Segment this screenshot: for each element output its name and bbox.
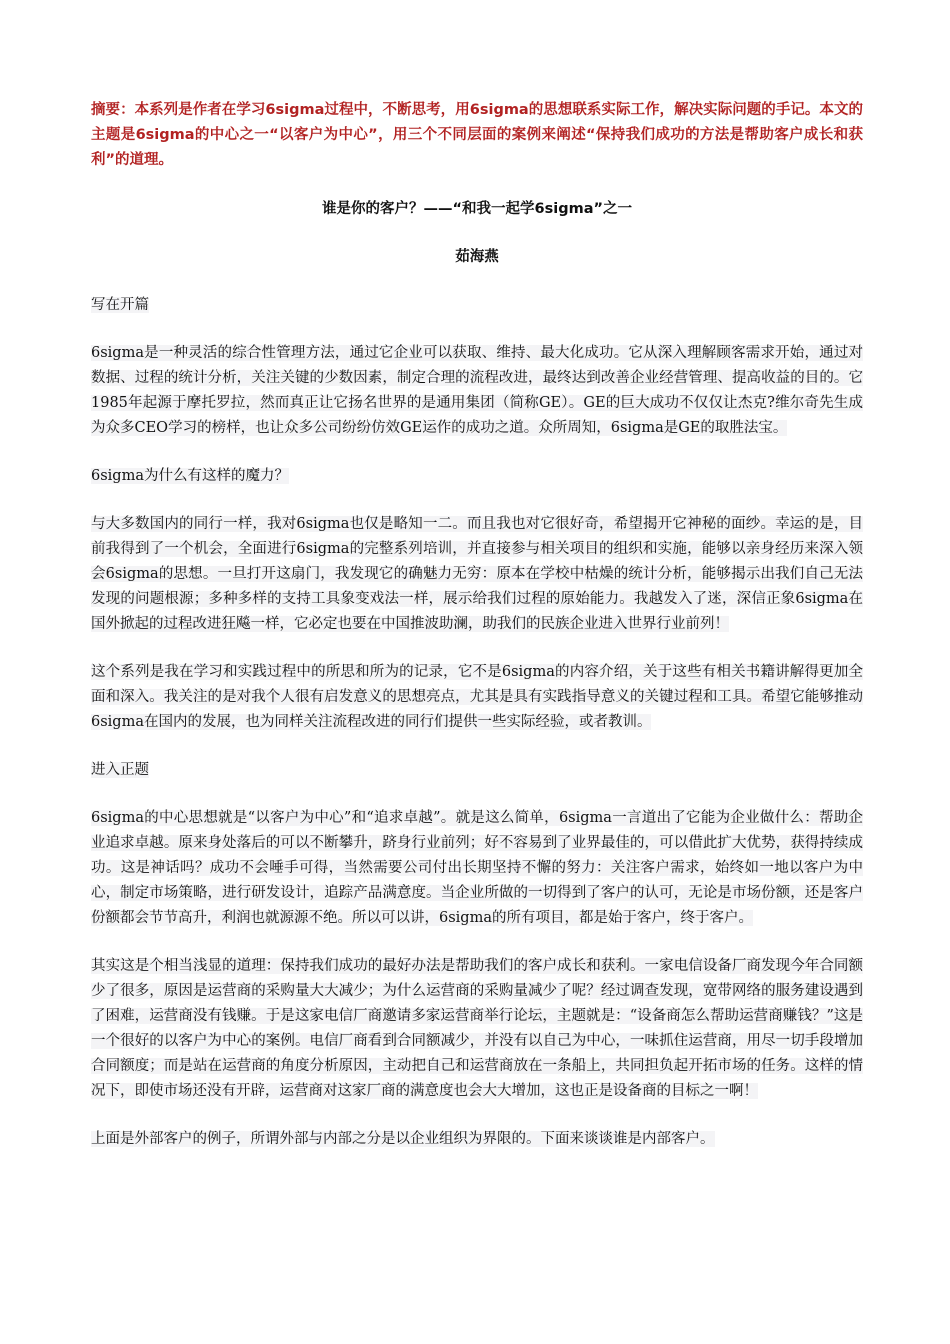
paragraph-intro <box>91 341 863 441</box>
paragraph-series <box>91 660 863 735</box>
section-heading-opening-text: 写在开篇 <box>91 297 149 313</box>
paragraph-telecom-case-text: 其实这是个相当浅显的道理：保持我们成功的最好办法是帮助我们的客户成长和获利。一家电信设备厂商发现今年合同额少了很多，原因是运营商的采购量大大减少；为什么运营商的采购量减少了呢？经过调查发现，宽带网络的服务建设遇到了困难，运营商没有钱赚。于是这家电信厂商邀请多家运营商举行论坛，主题就是：“设备商怎么帮助运营商赚钱？”这是一个很好的以客户为中心的案例。电信厂商看到合同额减少，并没有以自己为中心，一味抓住运营商，用尽一切手段增加合同额度；而是站在运营商的角度分析原因，主动把自己和运营商放在一条船上，共同担负起开拓市场的任务。这样的情况下，即使市场还没有开辟，运营商对这家厂商的满意度也会大大增加，这也正是设备商的目标之一啊！ <box>91 958 863 1099</box>
document-page <box>91 98 863 1175</box>
author-name: 茹海燕 <box>455 249 499 265</box>
paragraph-telecom-case <box>91 954 863 1104</box>
section-heading-magic <box>91 464 863 489</box>
section-heading-magic-text: 6sigma为什么有这样的魔力？ <box>91 468 289 484</box>
paragraph-internal-customers <box>91 1127 863 1152</box>
section-heading-main <box>91 758 863 783</box>
paragraph-experience-text: 与大多数国内的同行一样，我对6sigma也仅是略知一二。而且我也对它很好奇，希望揭开它神秘的面纱。幸运的是，目前我得到了一个机会，全面进行6sigma的完整系列培训，并直接参与相关项目的组织和实施，能够以亲身经历来深入领会6sigma的思想。一旦打开这扇门，我发现它的确魅力无穷：原本在学校中枯燥的统计分析，能够揭示出我们自己无法发现的问题根源；多种多样的支持工具象变戏法一样，展示给我们过程的原始能力。我越发入了迷，深信正象6sigma在国外掀起的过程改进狂飚一样，它必定也要在中国推波助澜，助我们的民族企业进入世界行业前列！ <box>91 516 863 632</box>
paragraph-experience <box>91 512 863 637</box>
paragraph-core-idea <box>91 806 863 931</box>
section-heading-opening <box>91 293 863 318</box>
abstract: 摘要：本系列是作者在学习6sigma过程中，不断思考，用6sigma的思想联系实际工作，解决实际问题的手记。本文的主题是6sigma的中心之一“以客户为中心”，用三个不同层面的案例来阐述“保持我们成功的方法是帮助客户成长和获利”的道理。 <box>91 102 863 168</box>
paragraph-series-text: 这个系列是我在学习和实践过程中的所思和所为的记录，它不是6sigma的内容介绍，关于这些有相关书籍讲解得更加全面和深入。我关注的是对我个人很有启发意义的思想亮点，尤其是具有实践指导意义的关键过程和工具。希望它能够推动6sigma在国内的发展，也为同样关注流程改进的同行们提供一些实际经验，或者教训。 <box>91 664 863 730</box>
article-title: 谁是你的客户？——“和我一起学6sigma”之一 <box>321 201 633 217</box>
paragraph-internal-customers-text: 上面是外部客户的例子，所谓外部与内部之分是以企业组织为界限的。下面来谈谈谁是内部客户。 <box>91 1131 715 1147</box>
paragraph-intro-text: 6sigma是一种灵活的综合性管理方法，通过它企业可以获取、维持、最大化成功。它从深入理解顾客需求开始，通过对数据、过程的统计分析，关注关键的少数因素，制定合理的流程改进，最终达到改善企业经营管理、提高收益的目的。它1985年起源于摩托罗拉，然而真正让它扬名世界的是通用集团（简称GE）。GE的巨大成功不仅仅让杰克?维尔奇先生成为众多CEO学习的榜样，也让众多公司纷纷仿效GE运作的成功之道。众所周知，6sigma是GE的取胜法宝。 <box>91 345 863 436</box>
section-heading-main-text: 进入正题 <box>91 762 149 778</box>
paragraph-core-idea-text: 6sigma的中心思想就是“以客户为中心”和“追求卓越”。就是这么简单，6sigma一言道出了它能为企业做什么：帮助企业追求卓越。原来身处落后的可以不断攀升，跻身行业前列；好不容易到了业界最佳的，可以借此扩大优势，获得持续成功。这是神话吗？成功不会唾手可得，当然需要公司付出长期坚持不懈的努力：关注客户需求，始终如一地以客户为中心，制定市场策略，进行研发设计，追踪产品满意度。当企业所做的一切得到了客户的认可，无论是市场份额，还是客户份额都会节节高升，利润也就源源不绝。所以可以讲，6sigma的所有项目，都是始于客户，终于客户。 <box>91 810 863 926</box>
